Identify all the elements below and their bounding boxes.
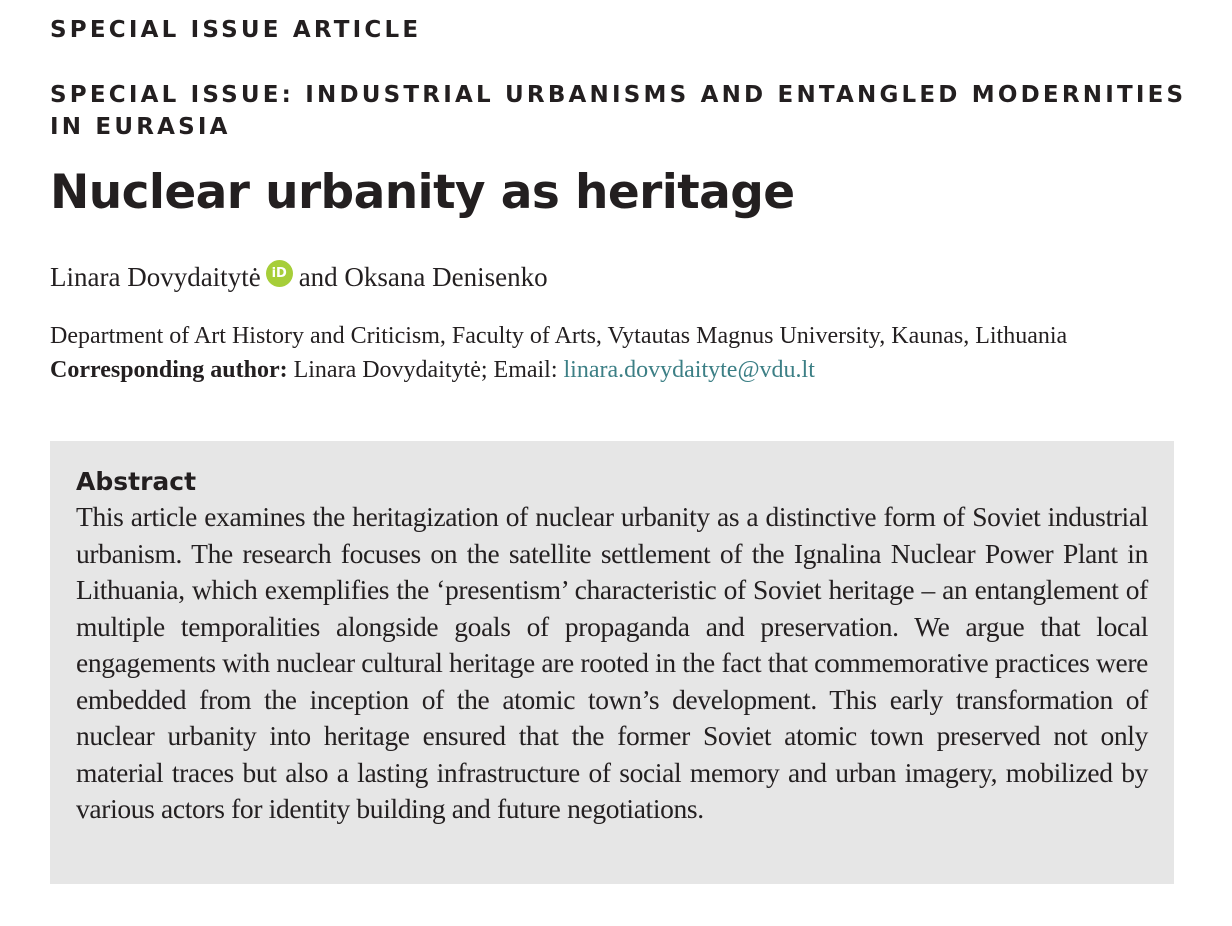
corresponding-author-name: Linara Dovydaitytė; Email: — [293, 357, 558, 383]
author-connector: and — [298, 262, 338, 292]
abstract-heading: Abstract — [76, 467, 197, 496]
affiliation-block — [50, 319, 1067, 387]
affiliation: Department of Art History and Criticism, Faculty of Arts, Vytautas Magnus University, Kaunas, Lithuania — [50, 323, 1068, 349]
article-title: Nuclear urbanity as heritage — [50, 165, 795, 220]
special-issue-label: SPECIAL ISSUE: INDUSTRIAL URBANISMS AND ENTANGLED MODERNITIES IN EURASIA — [50, 82, 1187, 140]
author-name-2: Oksana Denisenko — [344, 262, 548, 292]
corresponding-author — [50, 353, 1067, 387]
article-type-label: SPECIAL ISSUE ARTICLE — [50, 17, 422, 43]
abstract-box — [50, 441, 1174, 884]
abstract-text: This article examines the heritagization of nuclear urbanity as a distinctive form of Soviet industrial urbanism. The research focuses on the satellite settlement of the Ignalina Nuclear Power Plant in Lithuania, which exemplifies the ‘presentism’ characteristic of Soviet heritage – an entanglement of multiple temporalities alongside goals of propaganda and preservation. We argue that local engagements with nuclear cultural heritage are rooted in the fact that commemorative practices were embedded from the inception of the atomic town’s development. This early transformation of nuclear urbanity into heritage ensured that the former Soviet atomic town preserved not only material traces but also a lasting infrastructure of social memory and urban imagery, mobilized by various actors for identity building and future negotiations. — [76, 501, 1148, 824]
author-line — [50, 259, 548, 295]
corresponding-author-label: Corresponding author: — [50, 357, 288, 383]
orcid-icon[interactable]: iD — [266, 260, 293, 287]
author-name-1: Linara Dovydaitytė — [50, 262, 261, 292]
email-link[interactable]: linara.dovydaityte@vdu.lt — [563, 357, 815, 383]
